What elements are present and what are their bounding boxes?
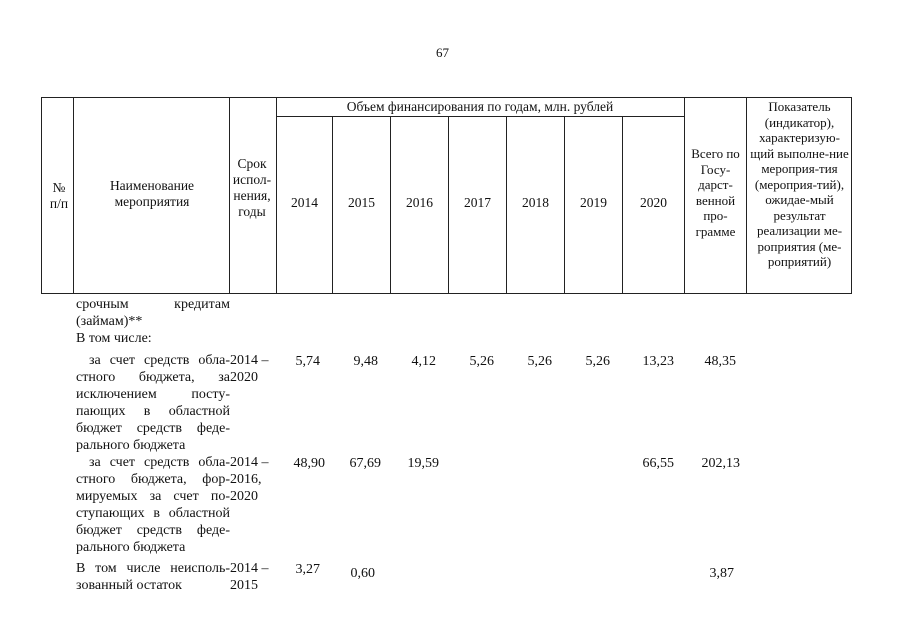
row-value-2016: 4,12 bbox=[411, 354, 436, 369]
header-col-funding: Объем финансирования по годам, млн. рублей bbox=[346, 99, 614, 114]
row-value-2019: 5,26 bbox=[585, 354, 610, 369]
row-term: 2014 – 2016, 2020 bbox=[230, 455, 269, 504]
page-number: 67 bbox=[436, 45, 449, 60]
row-total: 202,13 bbox=[701, 456, 740, 471]
row-value-2020: 66,55 bbox=[642, 456, 674, 471]
row-value-2014: 48,90 bbox=[293, 456, 325, 471]
row-value-2017: 5,26 bbox=[469, 354, 494, 369]
header-year-2014: 2014 bbox=[291, 195, 318, 210]
row-value-2014: 5,74 bbox=[295, 354, 320, 369]
header-col-term: Срок испол-нения, годы bbox=[232, 156, 272, 219]
header-year-2018: 2018 bbox=[522, 195, 549, 210]
row-value-2015: 9,48 bbox=[353, 354, 378, 369]
header-year-2016: 2016 bbox=[406, 195, 433, 210]
header-year-2017: 2017 bbox=[464, 195, 491, 210]
row-value-2015: 67,69 bbox=[349, 456, 381, 471]
funding-subheader-line bbox=[276, 116, 684, 117]
row-term: 2014 – 2020 bbox=[230, 353, 269, 385]
row-term: 2014 – 2015 bbox=[230, 561, 269, 593]
header-year-2019: 2019 bbox=[580, 195, 607, 210]
row-name: В том числе: bbox=[76, 331, 152, 346]
header-year-2020: 2020 bbox=[640, 195, 667, 210]
row-name: за счет средств обла-стного бюджета, фор-мируемых за счет по-ступающих в областной бюджет средств феде-рального бюджета bbox=[76, 455, 230, 555]
header-col-total: Всего по Госу-дарст-венной про-грамме bbox=[691, 146, 740, 239]
row-name: за счет средств обла-стного бюджета, за исключением посту-пающих в областной бюджет средств феде-рального бюджета bbox=[76, 353, 230, 453]
header-year-2015: 2015 bbox=[348, 195, 375, 210]
row-name: В том числе неисполь-зованный остаток bbox=[76, 561, 230, 593]
row-total: 48,35 bbox=[704, 354, 736, 369]
row-name: срочным кредитам (займам)** bbox=[76, 297, 230, 329]
row-value-2018: 5,26 bbox=[527, 354, 552, 369]
row-value-2020: 13,23 bbox=[642, 354, 674, 369]
row-value-2016: 19,59 bbox=[407, 456, 439, 471]
row-value-2014: 3,27 bbox=[295, 562, 320, 577]
header-col-name: Наименование мероприятия bbox=[109, 178, 195, 209]
header-col-indicator: Показатель (индикатор), характеризую-щий выполне-ние мероприя-тия (мероприя-тий), ожидае-мый результат реализации ме-роприятия (ме-роприятий) bbox=[750, 99, 849, 269]
col-divider bbox=[684, 97, 685, 294]
header-col-num: № п/п bbox=[49, 180, 69, 211]
col-divider bbox=[229, 97, 230, 294]
col-divider bbox=[746, 97, 747, 294]
row-total: 3,87 bbox=[709, 566, 734, 581]
row-value-2015: 0,60 bbox=[350, 566, 375, 581]
col-divider bbox=[73, 97, 74, 294]
